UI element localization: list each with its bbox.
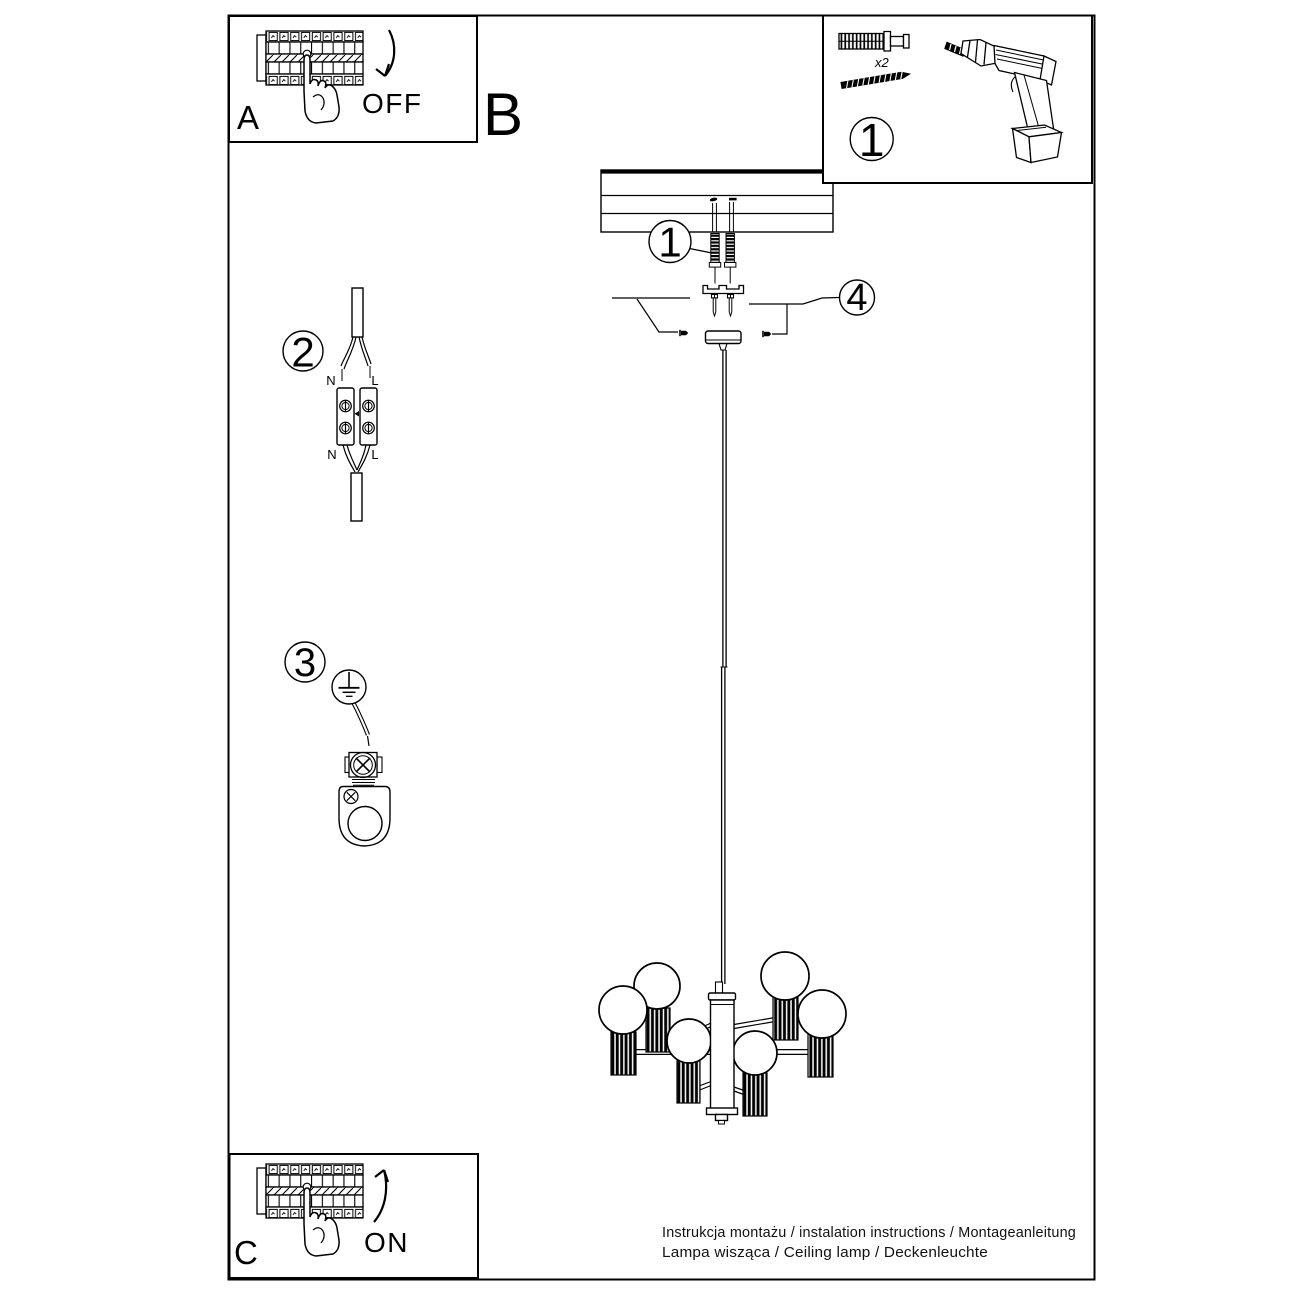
breaker-off-label: OFF: [362, 88, 423, 119]
panel-a: [229, 16, 477, 142]
step-2-number: 2: [291, 328, 315, 376]
ceiling-cross-section: [601, 170, 833, 232]
callout-anchors-number: 1: [658, 218, 682, 266]
panel-a-label: A: [237, 99, 260, 136]
wire-label-n-bottom: N: [327, 447, 337, 462]
panel-c-label: C: [234, 1234, 258, 1271]
lamp-central-column: [707, 982, 738, 1124]
wire-label-l-bottom: L: [371, 447, 379, 462]
tools-step-number: 1: [858, 114, 885, 166]
anchor-quantity-label: x2: [875, 55, 889, 70]
panel-b-label: B: [483, 81, 524, 148]
step-3-number: 3: [293, 641, 317, 685]
callout-screws-number: 4: [846, 277, 868, 319]
breaker-on-label: ON: [364, 1227, 409, 1258]
footer-title-line1: Instrukcja montażu / instalation instructions / Montageanleitung: [662, 1225, 1076, 1241]
panel-c: [230, 1154, 479, 1278]
footer-title-line2: Lampa wisząca / Ceiling lamp / Deckenleuchte: [662, 1245, 988, 1261]
wire-label-n-top: N: [326, 373, 336, 388]
wire-label-l-top: L: [371, 373, 379, 388]
mounting-plate-icon: [339, 787, 390, 847]
